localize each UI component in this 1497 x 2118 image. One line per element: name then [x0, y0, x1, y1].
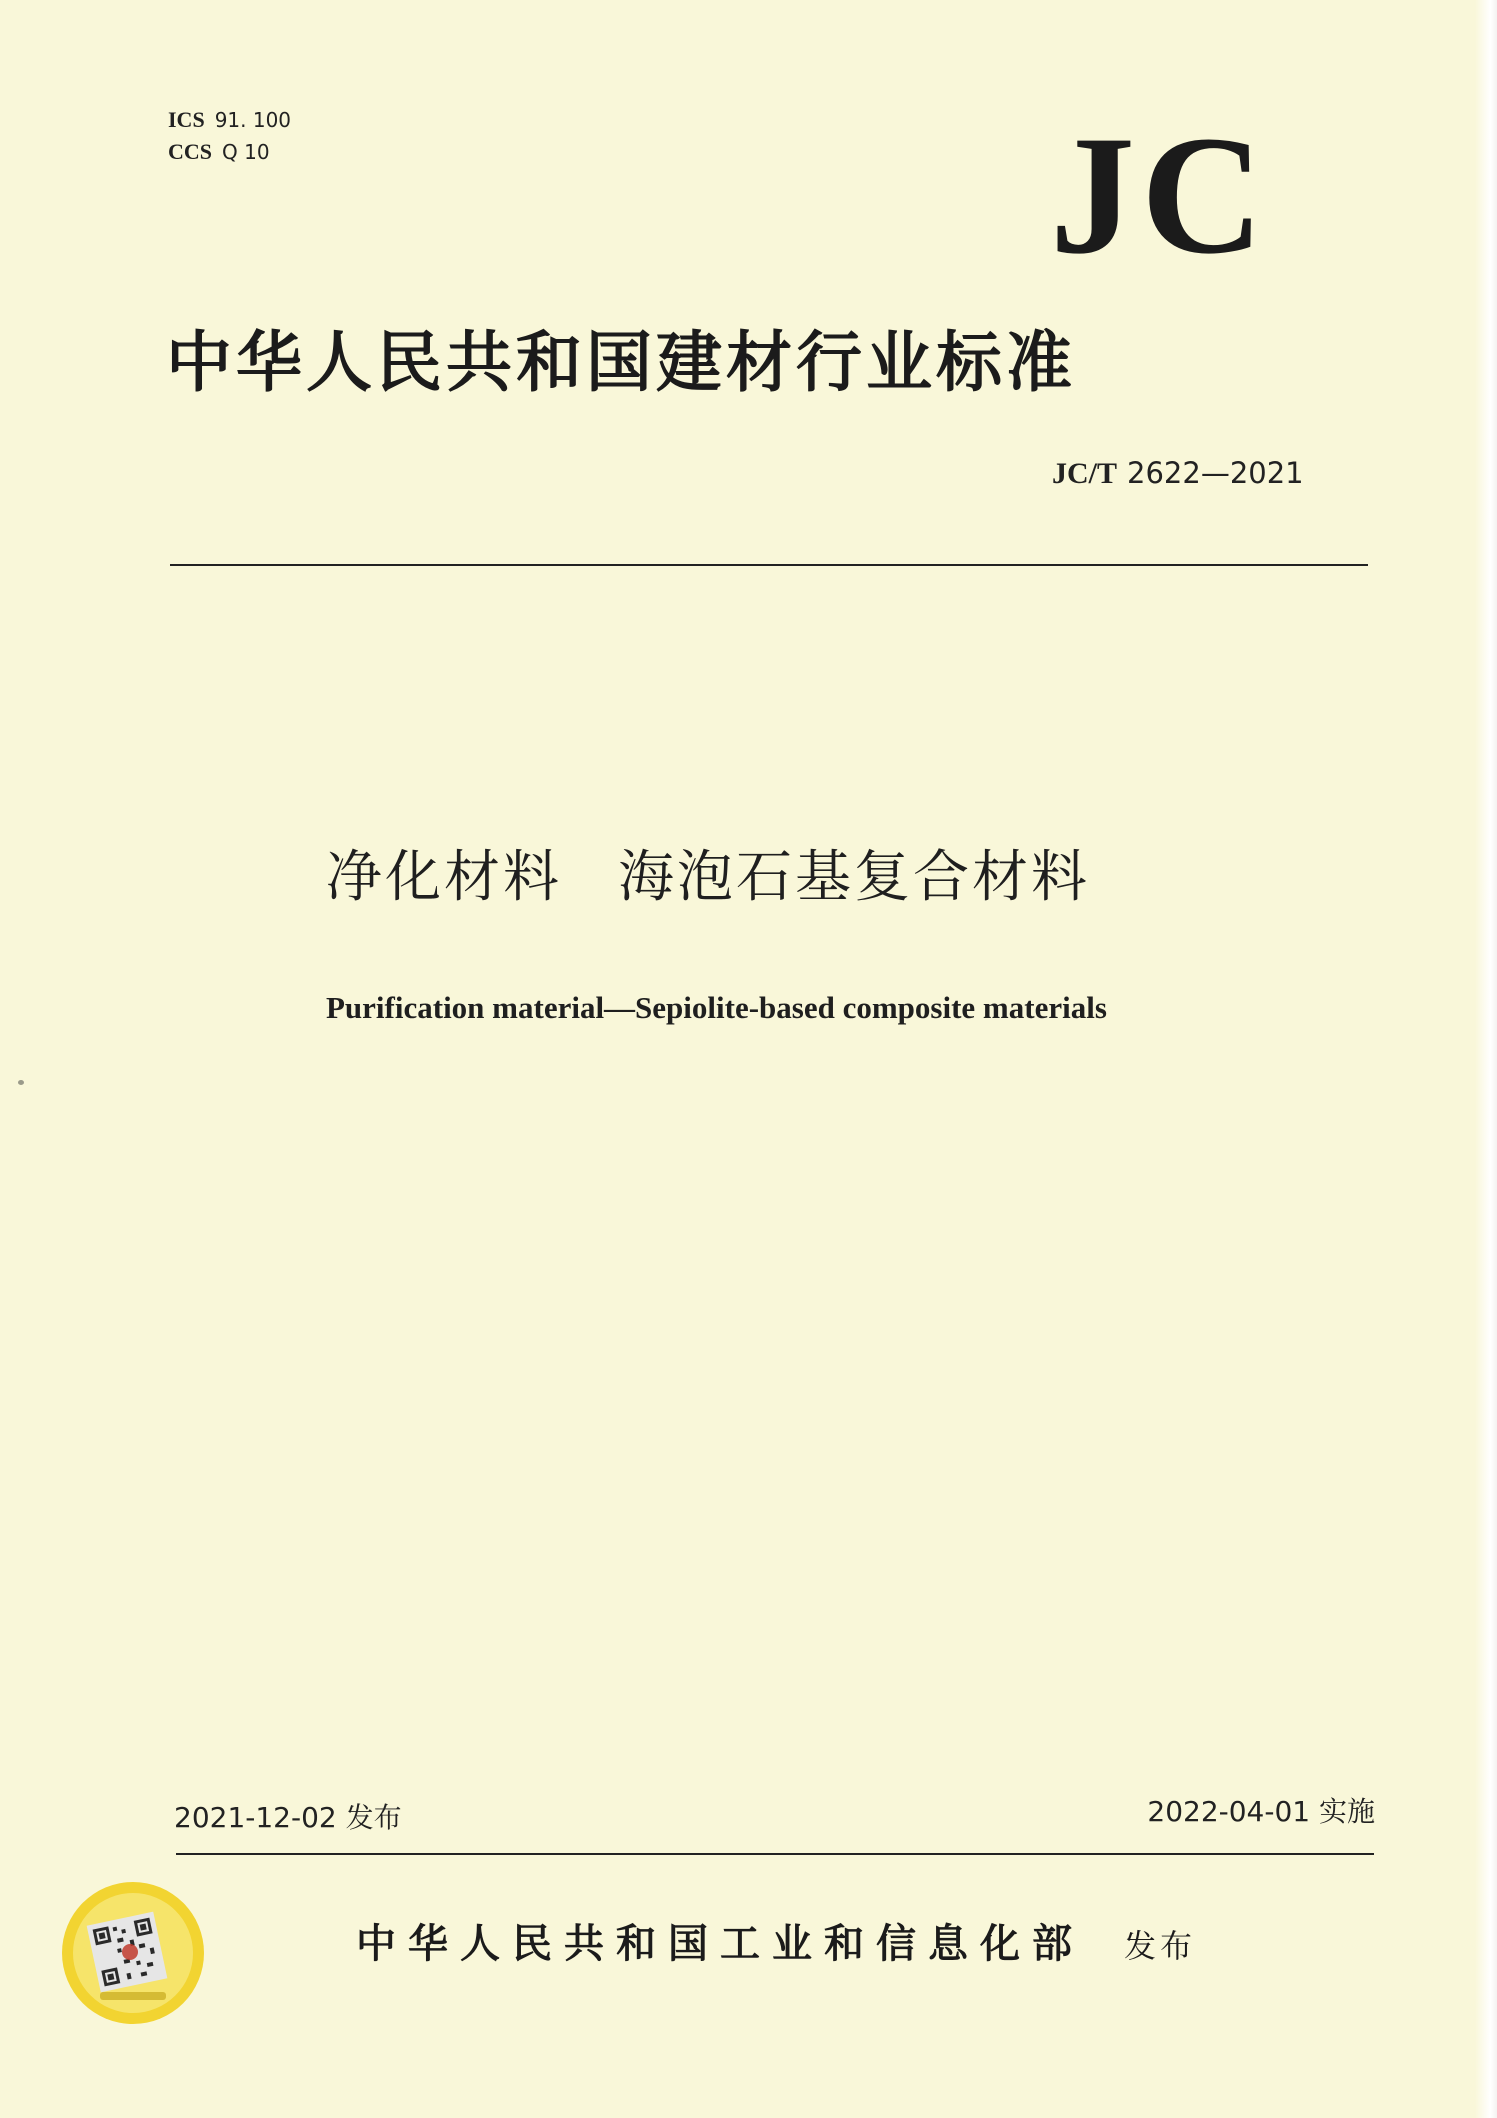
document-title-chinese	[326, 842, 1246, 914]
title-cn-part1: 净化材料	[326, 845, 562, 910]
bottom-divider	[176, 1853, 1374, 1855]
top-divider	[170, 564, 1368, 566]
classification-codes	[168, 104, 291, 168]
scan-speck	[18, 1080, 24, 1085]
jc-logo: JC	[1050, 101, 1270, 289]
anti-counterfeit-sticker-icon	[60, 1880, 206, 2026]
standard-title: 中华人民共和国建材行业标准	[166, 323, 1076, 401]
publisher-suffix: 发布	[1124, 1927, 1197, 1965]
publisher-name: 中华人民共和国工业和信息化部	[356, 1920, 1084, 1967]
issue-date: 2021-12-02 发布	[174, 1801, 402, 1834]
standard-number	[1052, 453, 1304, 494]
ccs-label: CCS	[168, 139, 213, 164]
ccs-value: Q 10	[222, 140, 270, 164]
ics-line	[168, 104, 291, 136]
ics-value: 91. 100	[214, 108, 292, 132]
standard-number-value: 2622—2021	[1127, 456, 1304, 490]
document-title-english: Purification material—Sepiolite-based composite materials	[326, 990, 1107, 1025]
ics-label: ICS	[168, 107, 205, 132]
scan-edge	[1475, 0, 1497, 2118]
standard-number-prefix: JC/T	[1052, 457, 1118, 490]
ccs-line	[168, 136, 291, 168]
title-cn-part2: 海泡石基复合材料	[618, 845, 1090, 910]
implementation-date: 2022-04-01 实施	[1147, 1795, 1375, 1828]
